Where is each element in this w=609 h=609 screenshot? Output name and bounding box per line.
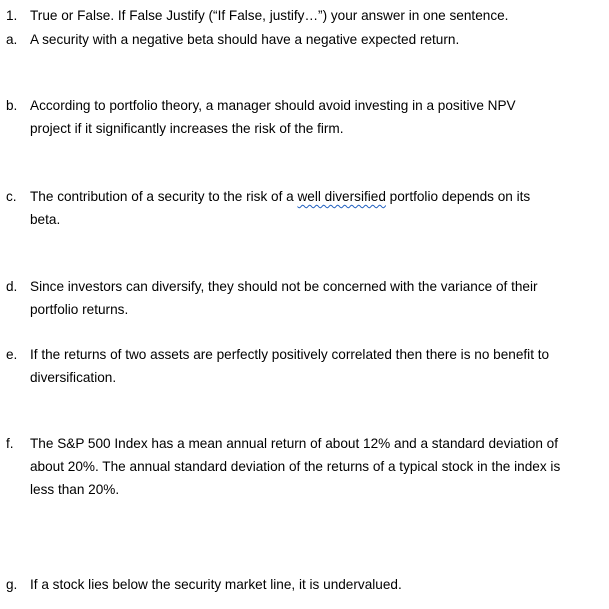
item-letter: c. [6,189,17,204]
item-text-line: According to portfolio theory, a manager should avoid investing in a positive NPV [30,98,516,113]
spellcheck-underlined-phrase: well diversified [297,189,386,204]
item-letter: e. [6,347,18,362]
item-letter: b. [6,98,18,113]
item-text-line: about 20%. The annual standard deviation of the returns of a typical stock in the index is [30,459,561,474]
item-text-line: less than 20%. [30,482,120,497]
item-letter: a. [6,32,18,47]
item-letter: d. [6,279,18,294]
item-text-segment: The contribution of a security to the risk of a [30,189,298,204]
item-text-line: If the returns of two assets are perfectly positively correlated then there is no benefit to [30,347,550,362]
item-letter: f. [6,436,14,451]
question-instructions: True or False. If False Justify (“If False, justify…”) your answer in one sentence. [30,8,509,23]
question-number: 1. [6,8,18,23]
item-text-line: The S&P 500 Index has a mean annual return of about 12% and a standard deviation of [30,436,559,451]
item-text-line: If a stock lies below the security market line, it is undervalued. [30,577,402,592]
item-text-line: A security with a negative beta should have a negative expected return. [30,32,460,47]
item-text-line: project if it significantly increases the risk of the firm. [30,121,344,136]
item-text-line: Since investors can diversify, they should not be concerned with the variance of their [30,279,538,294]
item-text-line: diversification. [30,370,117,385]
item-text-line: portfolio returns. [30,302,129,317]
item-text-line: beta. [30,212,61,227]
item-letter: g. [6,577,18,592]
item-text-segment: portfolio depends on its [385,189,531,204]
item-text-line [30,189,530,205]
